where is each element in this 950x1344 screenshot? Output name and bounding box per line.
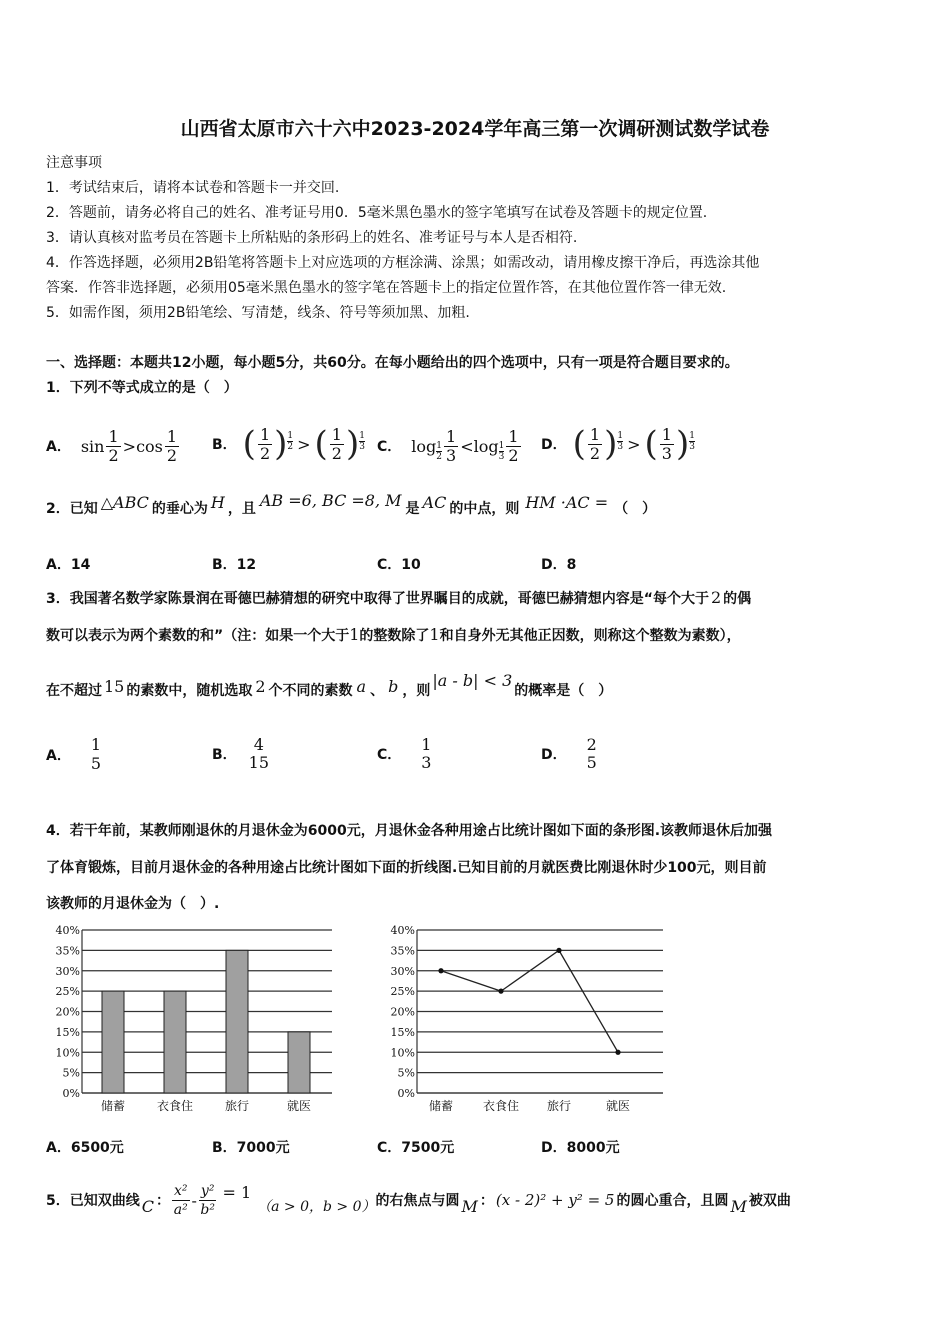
text: 的整数除了	[359, 628, 430, 644]
y-tick-label: 10%	[55, 1046, 80, 1060]
q3-option-b	[212, 736, 271, 772]
exp-denominator: 3	[617, 441, 624, 452]
text: 的圆心重合，且圆	[616, 1193, 729, 1209]
y-tick-label: 15%	[55, 1025, 80, 1039]
fraction	[89, 736, 103, 773]
numerator: 1	[331, 424, 342, 444]
q1-stem: 1．下列不等式成立的是（ ）	[46, 380, 238, 396]
math-inequality: |a - b| < 3	[432, 670, 513, 690]
x-tick-label: 就医	[605, 1099, 631, 1113]
notice-item: 1．考试结束后，请将本试卷和答题卡一并交回.	[46, 180, 340, 196]
y-tick-label: 5%	[397, 1066, 415, 1080]
text: ：	[156, 1193, 170, 1209]
q2-option-d: D．8	[541, 557, 577, 573]
base-numerator: 1	[498, 440, 505, 451]
math-op: <	[460, 436, 474, 456]
math-ac: AC	[422, 492, 447, 512]
notice-item: 2．答题前，请务必将自己的姓名、准考证号用0．5毫米黑色墨水的签字笔填写在试卷及答题卡的规定位置.	[46, 205, 708, 221]
y-tick-label: 5%	[62, 1066, 80, 1080]
denominator: a²	[173, 1201, 188, 1218]
q4-line-3: 该教师的月退休金为（ ）.	[46, 896, 220, 912]
q3-line-1	[46, 588, 751, 608]
option-label: A．	[46, 439, 71, 455]
math-log: log	[411, 436, 437, 456]
math-expression: HM ·AC =	[525, 492, 609, 512]
math-c: C	[141, 1196, 154, 1216]
section-heading: 一、选择题：本题共12小题，每小题5分，共60分。在每小题给出的四个选项中，只有一项是符合题目要求的。	[46, 355, 739, 371]
q4-option-a: A．6500元	[46, 1140, 124, 1156]
text: 的概率是（ ）	[514, 683, 613, 699]
text: 的中点，则	[449, 501, 520, 517]
q3-line-3	[46, 670, 613, 700]
y-tick-label: 35%	[390, 944, 415, 958]
bar	[164, 991, 186, 1093]
numerator: 1	[166, 426, 178, 446]
q4-line-2: 了体育锻炼，目前月退休金的各种用途占比统计图如下面的折线图.已知目前的月就医费比刚退休时少100元，则目前	[46, 860, 767, 876]
numerator: 1	[421, 735, 432, 754]
log-base	[436, 441, 442, 462]
base-denominator: 2	[436, 451, 443, 462]
denominator: 15	[248, 753, 270, 772]
exp-numerator: 1	[617, 430, 624, 441]
text: 被双曲	[748, 1193, 791, 1209]
q4-line-1: 4．若干年前，某教师刚退休的月退休金为6000元，月退休金各种用途占比统计图如下面的条形图.该教师退休后加强	[46, 823, 773, 839]
y-tick-label: 10%	[390, 1046, 415, 1060]
math-condition: AB =6, BC =8, M	[259, 490, 402, 510]
text: 个不同的素数	[268, 683, 353, 699]
text: 的垂心为	[151, 501, 208, 517]
text: 是	[405, 501, 420, 517]
x-tick-label: 储蓄	[428, 1099, 454, 1113]
data-point	[438, 968, 443, 973]
exp-denominator: 2	[287, 441, 294, 452]
exp-denominator: 3	[359, 441, 365, 452]
option-label: B．	[212, 437, 237, 453]
option-label: C．	[377, 439, 402, 455]
x-tick-label: 就医	[286, 1099, 312, 1113]
math-m: M	[730, 1196, 747, 1216]
bar	[226, 950, 248, 1093]
math-condition: （a > 0，b > 0）	[257, 1199, 376, 1215]
text: 的素数中，随机选取	[126, 683, 253, 699]
option-label: D．	[541, 437, 567, 453]
math-number: 2	[710, 588, 722, 607]
text: ，则	[402, 683, 431, 699]
exp-denominator: 3	[689, 441, 695, 452]
bar	[288, 1032, 310, 1093]
notice-item: 3．请认真核对监考员在答题卡上所粘贴的条形码上的姓名、准考证号与本人是否相符.	[46, 230, 578, 246]
page-title: 山西省太原市六十六中2023-2024学年高三第一次调研测试数学试卷	[180, 118, 770, 140]
text: ，且	[227, 501, 256, 517]
numerator: 1	[589, 424, 601, 444]
notice-item: 4．作答选择题，必须用2B铅笔将答题卡上对应选项的方框涂满、涂黑；如需改动，请用橡皮擦干净后，再选涂其他	[46, 255, 760, 271]
denominator: 3	[421, 753, 432, 772]
math-a: a	[356, 676, 367, 696]
y-tick-label: 20%	[55, 1005, 80, 1019]
text: 3．我国著名数学家陈景润在哥德巴赫猜想的研究中取得了世界瞩目的成就，哥德巴赫猜想内容是“每个大于	[46, 591, 709, 607]
y-tick-label: 25%	[55, 985, 80, 999]
y-tick-label: 30%	[55, 964, 80, 978]
y-tick-label: 20%	[390, 1005, 415, 1019]
numerator: y²	[200, 1182, 215, 1199]
text: 和自身外无其他正因数，则称这个整数为素数），	[439, 628, 741, 644]
q5-stem	[46, 1170, 791, 1230]
q4-option-c: C．7500元	[377, 1140, 455, 1156]
math-op: >	[627, 434, 641, 454]
q3-option-c	[377, 736, 435, 772]
fraction	[165, 428, 179, 465]
math-sin: sin	[80, 436, 105, 456]
q3-option-d	[541, 736, 601, 772]
math-op: >	[297, 434, 311, 454]
q2-option-c: C．10	[377, 557, 421, 573]
denominator: b²	[200, 1201, 215, 1218]
denominator: 5	[586, 753, 597, 772]
math-number: 1	[349, 625, 360, 644]
denominator: 5	[90, 754, 102, 773]
data-point	[498, 989, 503, 994]
q4-option-b: B．7000元	[212, 1140, 290, 1156]
fraction	[588, 426, 602, 463]
data-point	[556, 948, 561, 953]
numerator: 1	[661, 424, 672, 444]
text: 的右焦点与圆	[375, 1193, 460, 1209]
q1-option-d: D． ( $\frac{1}{2}$ ) $\frac{1}{3}$ > ( $\frac{1}{3}$ ) $\frac{1}{3}$	[541, 424, 695, 464]
exponent	[287, 431, 293, 452]
series-line	[441, 950, 618, 1052]
q2-option-b: B．12	[212, 557, 257, 573]
option-label: A．	[46, 747, 71, 764]
fraction	[506, 428, 520, 465]
math-cos: cos	[136, 436, 163, 456]
math-number: 1	[429, 625, 440, 644]
x-tick-label: 衣食住	[482, 1099, 520, 1113]
numerator: 2	[586, 735, 597, 754]
y-tick-label: 0%	[62, 1087, 80, 1100]
y-tick-label: 0%	[397, 1087, 415, 1100]
exp-numerator: 1	[287, 430, 294, 441]
notice-item: 答案．作答非选择题，必须用05毫米黑色墨水的签字笔在答题卡上的指定位置作答，在其他位置作答一律无效.	[46, 280, 727, 296]
math-number: 15	[104, 676, 125, 696]
math-op: >	[122, 436, 137, 456]
numerator: 1	[508, 426, 519, 446]
math-h: H	[210, 492, 225, 512]
numerator: 1	[108, 426, 119, 446]
q2-option-a: A．14	[46, 557, 91, 573]
math-log: log	[473, 436, 499, 456]
notice-heading: 注意事项	[46, 155, 102, 171]
q1-option-c	[377, 418, 523, 474]
y-tick-label: 25%	[390, 985, 415, 999]
base-numerator: 1	[436, 440, 443, 451]
numerator: x²	[174, 1182, 188, 1199]
exp-numerator: 1	[359, 430, 365, 441]
data-point	[615, 1050, 620, 1055]
x-tick-label: 旅行	[546, 1099, 572, 1113]
fraction	[444, 428, 458, 465]
text: （ ）	[614, 501, 657, 517]
y-tick-label: 35%	[55, 944, 80, 958]
math-op: -	[191, 1190, 197, 1210]
math-triangle: △ABC	[100, 492, 149, 512]
exp-numerator: 1	[689, 430, 695, 441]
fraction	[660, 426, 674, 463]
fraction	[106, 428, 120, 465]
fraction	[199, 1182, 217, 1219]
denominator: 2	[259, 443, 271, 463]
text: 在不超过	[46, 683, 102, 699]
numerator: 1	[446, 426, 457, 446]
x-tick-label: 储蓄	[100, 1099, 126, 1113]
exponent	[359, 431, 365, 452]
notice-item: 5．如需作图，须用2B铅笔绘、写清楚，线条、符号等须加黑、加粗.	[46, 305, 470, 321]
text: ：	[479, 1193, 494, 1209]
text: 数可以表示为两个素数的和”（注：如果一个大于	[46, 628, 350, 644]
text: 2．已知	[46, 501, 98, 517]
fraction	[419, 736, 433, 772]
line-chart	[375, 920, 670, 1120]
math-b: b	[388, 676, 399, 696]
fraction	[249, 736, 269, 772]
math-m: M	[461, 1196, 478, 1216]
math-number: 2	[255, 676, 266, 696]
denominator: 3	[446, 445, 457, 465]
numerator: 4	[253, 735, 264, 754]
base-denominator: 3	[498, 451, 505, 462]
text: 的偶	[723, 591, 752, 607]
option-label: D．	[541, 747, 567, 763]
exponent	[689, 431, 695, 452]
y-tick-label: 30%	[390, 964, 415, 978]
y-tick-label: 40%	[390, 924, 415, 937]
denominator: 2	[108, 445, 119, 465]
q1-option-b: B． ( $\frac{1}{2}$ ) $\frac{1}{2}$ > ( $\frac{1}{2}$ ) $\frac{1}{3}$	[212, 424, 365, 464]
option-label: C．	[377, 747, 402, 763]
math-circle: (x - 2)² + y² = 5	[495, 1191, 615, 1209]
denominator: 2	[331, 443, 342, 463]
denominator: 2	[589, 443, 601, 463]
fraction	[258, 426, 272, 463]
exponent	[617, 431, 623, 452]
denominator: 2	[508, 445, 519, 465]
q4-option-d: D．8000元	[541, 1140, 620, 1156]
text: 5．已知双曲线	[46, 1193, 140, 1209]
bar-chart	[40, 920, 340, 1120]
text: 、	[370, 683, 385, 699]
denominator: 2	[166, 445, 178, 465]
numerator: 1	[90, 735, 102, 754]
numerator: 1	[259, 424, 271, 444]
q3-line-2	[46, 625, 741, 645]
math-equals: = 1	[222, 1182, 252, 1202]
y-tick-label: 40%	[55, 924, 80, 937]
q1-option-a	[46, 418, 181, 474]
fraction	[330, 426, 344, 463]
q3-option-a	[46, 736, 105, 773]
option-label: B．	[212, 747, 237, 763]
log-base	[499, 441, 505, 462]
x-tick-label: 旅行	[224, 1099, 250, 1113]
x-tick-label: 衣食住	[156, 1099, 194, 1113]
fraction	[172, 1182, 190, 1219]
fraction	[585, 736, 599, 772]
q2-stem	[46, 490, 657, 518]
denominator: 3	[661, 443, 672, 463]
y-tick-label: 15%	[390, 1025, 415, 1039]
bar	[102, 991, 124, 1093]
